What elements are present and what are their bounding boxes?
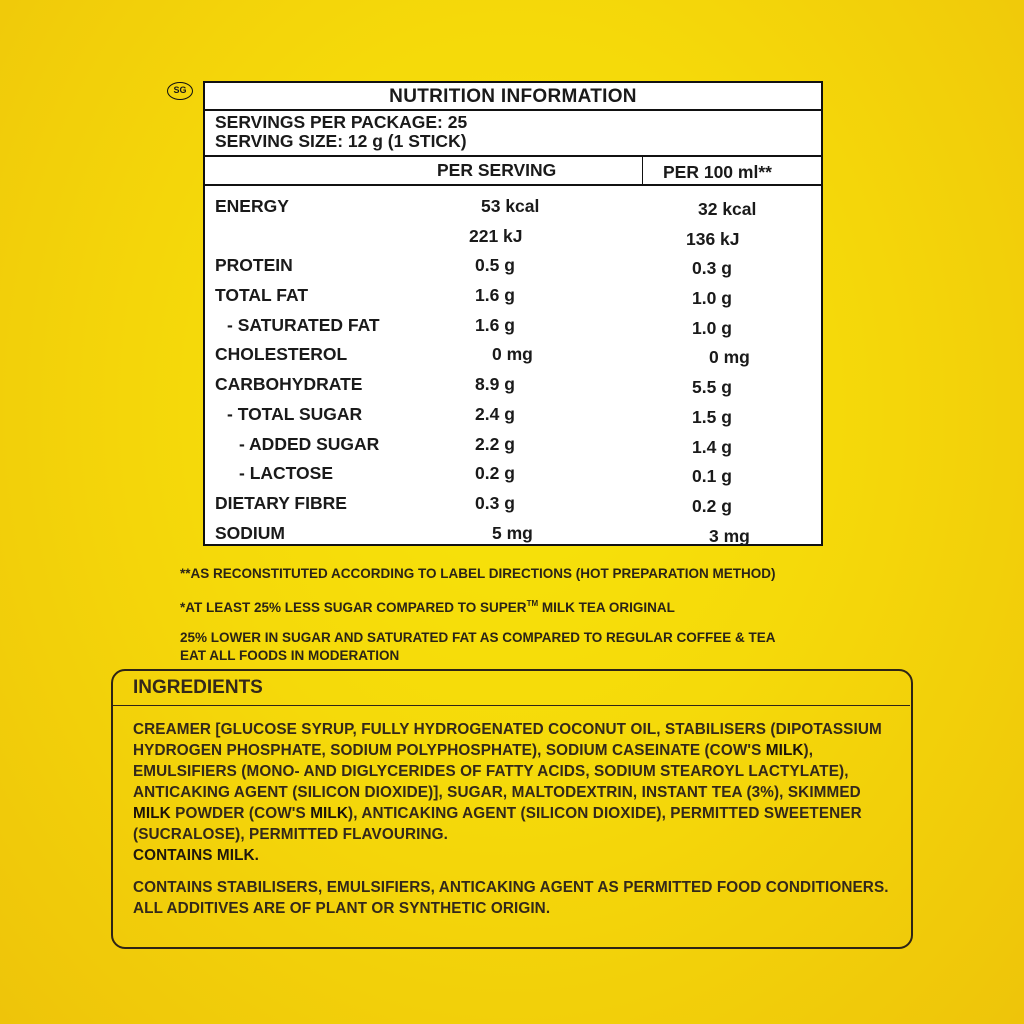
per-100-value: 1.4 g [692,436,732,457]
per-serving-value: 1.6 g [475,285,515,306]
nutrient-label: PROTEIN [215,255,293,276]
per-100-value: 0.1 g [692,466,732,487]
ingredients-divider [113,705,910,706]
per-100-value: 0.2 g [692,495,732,516]
per-100-value: 32 kcal [698,199,757,219]
per-100-value: 136 kJ [686,228,740,249]
per-serving-value: 5 mg [492,522,533,543]
per-100-value: 3 mg [709,525,750,546]
table-row [205,340,821,370]
col-per-serving: PER SERVING [437,160,557,180]
nutrient-label: SODIUM [215,522,285,543]
nutrient-label: - ADDED SUGAR [239,433,380,454]
servings-per-package: SERVINGS PER PACKAGE: 25 [215,112,468,132]
column-headers [205,157,821,186]
ingredients-text [133,719,893,919]
per-100-value: 1.0 g [692,317,732,338]
table-row [205,222,821,252]
note-moderation: EAT ALL FOODS IN MODERATION [180,648,400,663]
ingredients-title: INGREDIENTS [133,677,263,698]
table-row [205,519,821,549]
note-lower-sugar: 25% LOWER IN SUGAR AND SATURATED FAT AS COMPARED TO REGULAR COFFEE & TEA [180,630,776,645]
nutrition-panel [203,81,823,546]
table-row [205,370,821,400]
note-less-sugar: *AT LEAST 25% LESS SUGAR COMPARED TO SUPER™ MILK TEA ORIGINAL [180,599,675,615]
note-reconstituted: **AS RECONSTITUTED ACCORDING TO LABEL DIRECTIONS (HOT PREPARATION METHOD) [180,566,776,581]
ingredients-list: CREAMER [GLUCOSE SYRUP, FULLY HYDROGENATED COCONUT OIL, STABILISERS (DIPOTASSIUM HYDROGEN PHOSPHATE, SODIUM POLYPHOSPHATE), SODIUM CASEINATE (COW'S MILK), EMULSIFIERS (MONO- AND DIGLYCERIDES OF FATTY ACIDS, SODIUM STEAROYL LACTYLATE), ANTICAKING AGENT (SILICON DIOXIDE)], SUGAR, MALTODEXTRIN, INSTANT TEA (3%), SKIMMED MILK POWDER (COW'S MILK), ANTICAKING AGENT (SILICON DIOXIDE), PERMITTED SWEETENER (SUCRALOSE), PERMITTED FLAVOURING. [133,721,882,843]
table-row [205,281,821,311]
col-per-100ml: PER 100 ml** [642,157,820,184]
nutrient-label: - SATURATED FAT [227,314,380,335]
per-serving-value: 0.5 g [475,255,515,276]
servings-info [205,111,821,157]
per-100-value: 1.5 g [692,406,732,427]
nutrient-label: DIETARY FIBRE [215,492,347,513]
allergen-statement: CONTAINS MILK. [133,847,260,864]
nutrient-label: CHOLESTEROL [215,344,348,365]
per-serving-value: 0.3 g [475,492,515,513]
per-serving-value: 2.2 g [475,433,515,454]
sg-badge: SG [167,82,193,100]
table-row [205,311,821,341]
table-row [205,400,821,430]
per-100-value: 1.0 g [692,288,732,309]
per-serving-value: 8.9 g [475,374,515,395]
per-serving-value: 1.6 g [475,314,515,335]
nutrient-rows [205,186,821,548]
nutrient-label: ENERGY [215,196,289,216]
table-row [205,489,821,519]
nutrient-label: CARBOHYDRATE [215,374,363,395]
nutrient-label: - TOTAL SUGAR [227,403,363,424]
per-serving-value: 221 kJ [469,225,523,246]
footnotes [180,565,880,677]
trademark-mark: TM [526,599,539,608]
per-100-value: 5.5 g [692,377,732,398]
per-serving-value: 53 kcal [481,196,540,216]
serving-size: SERVING SIZE: 12 g (1 STICK) [215,131,467,151]
ingredients-panel [111,669,913,949]
table-row [205,251,821,281]
per-serving-value: 0.2 g [475,463,515,484]
per-100-value: 0.3 g [692,258,732,279]
nutrient-label: - LACTOSE [239,463,333,484]
per-100-value: 0 mg [709,347,750,368]
conditioners-statement: CONTAINS STABILISERS, EMULSIFIERS, ANTICAKING AGENT AS PERMITTED FOOD CONDITIONERS. ALL ADDITIVES ARE OF PLANT OR SYNTHETIC ORIGIN. [133,879,889,917]
table-row [205,192,821,222]
per-serving-value: 2.4 g [475,403,515,424]
nutrition-title: NUTRITION INFORMATION [205,83,821,111]
table-row [205,459,821,489]
per-serving-value: 0 mg [492,344,533,365]
table-row [205,430,821,460]
nutrient-label: TOTAL FAT [215,285,309,306]
